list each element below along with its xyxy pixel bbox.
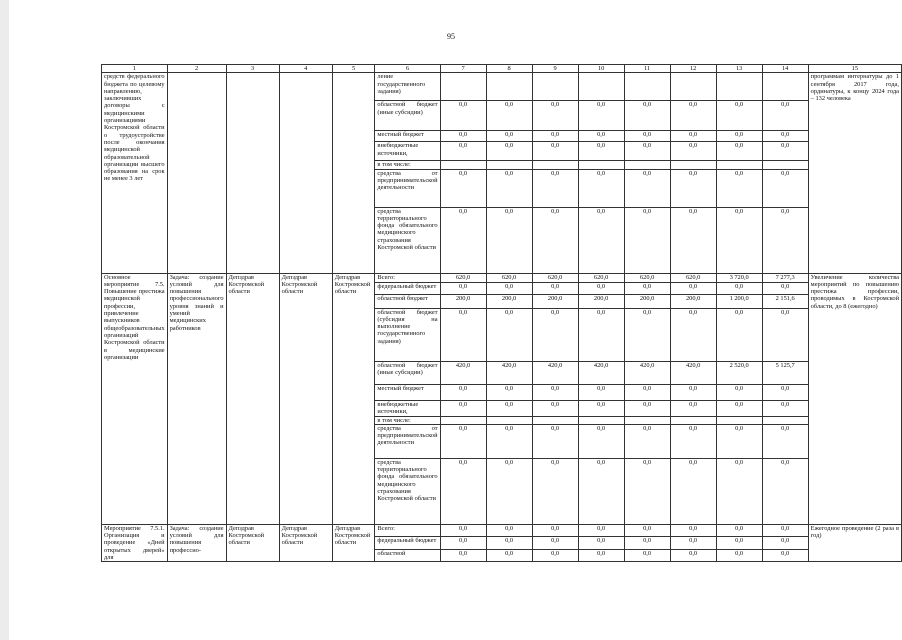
amount-cell: 620,0 xyxy=(624,273,670,282)
amount-cell xyxy=(578,73,624,101)
amount-cell: 0,0 xyxy=(440,169,486,207)
amount-cell: 0,0 xyxy=(670,131,716,142)
amount-cell: 0,0 xyxy=(762,101,808,131)
amount-cell xyxy=(716,73,762,101)
amount-cell: 0,0 xyxy=(670,400,716,416)
funding-source-label: внебюджетные источники, xyxy=(375,400,440,416)
amount-cell: 0,0 xyxy=(670,536,716,549)
amount-cell xyxy=(578,416,624,424)
amount-cell: 7 277,3 xyxy=(762,273,808,282)
amount-cell: 0,0 xyxy=(716,384,762,400)
amount-cell: 0,0 xyxy=(762,400,808,416)
amount-cell: 0,0 xyxy=(670,549,716,562)
amount-cell: 0,0 xyxy=(762,536,808,549)
amount-cell xyxy=(670,161,716,169)
amount-cell: 0,0 xyxy=(670,458,716,524)
column-number-12: 12 xyxy=(670,65,716,73)
amount-cell xyxy=(624,73,670,101)
amount-cell: 0,0 xyxy=(624,131,670,142)
amount-cell: 0,0 xyxy=(532,142,578,161)
funding-source-label: Всего: xyxy=(375,273,440,282)
amount-cell xyxy=(716,161,762,169)
amount-cell: 0,0 xyxy=(578,536,624,549)
amount-cell: 0,0 xyxy=(486,131,532,142)
amount-cell: 0,0 xyxy=(762,458,808,524)
amount-cell: 0,0 xyxy=(532,282,578,294)
funding-source-label: областной бюджет (иные субсидии) xyxy=(375,101,440,131)
amount-cell xyxy=(532,416,578,424)
amount-cell: 0,0 xyxy=(532,524,578,536)
amount-cell: 0,0 xyxy=(486,536,532,549)
amount-cell: 0,0 xyxy=(762,207,808,273)
amount-cell: 0,0 xyxy=(716,549,762,562)
amount-cell: 0,0 xyxy=(532,207,578,273)
amount-cell xyxy=(716,416,762,424)
funding-source-label: в том числе: xyxy=(375,416,440,424)
amount-cell: 200,0 xyxy=(532,294,578,308)
amount-cell: 0,0 xyxy=(578,207,624,273)
amount-cell: 0,0 xyxy=(440,101,486,131)
amount-cell: 0,0 xyxy=(486,424,532,458)
column-number-14: 14 xyxy=(762,65,808,73)
amount-cell: 0,0 xyxy=(532,308,578,361)
amount-cell: 0,0 xyxy=(486,400,532,416)
amount-cell: 0,0 xyxy=(578,131,624,142)
funding-source-label: средства от предпринимательской деятельности xyxy=(375,169,440,207)
amount-cell: 0,0 xyxy=(440,308,486,361)
amount-cell xyxy=(624,161,670,169)
table-row xyxy=(102,524,902,536)
column-number-6: 6 xyxy=(375,65,440,73)
funding-source-label: местный бюджет xyxy=(375,384,440,400)
amount-cell: 0,0 xyxy=(578,384,624,400)
amount-cell: 0,0 xyxy=(486,101,532,131)
amount-cell: 0,0 xyxy=(486,549,532,562)
amount-cell: 0,0 xyxy=(486,308,532,361)
amount-cell: 0,0 xyxy=(440,142,486,161)
amount-cell: 620,0 xyxy=(440,273,486,282)
block-3-col4: Депздрав Костромской области xyxy=(279,524,332,561)
block-3-col2: Задача: создание условий для повышения профессио- xyxy=(167,524,226,561)
amount-cell: 0,0 xyxy=(440,536,486,549)
amount-cell: 0,0 xyxy=(624,400,670,416)
amount-cell: 620,0 xyxy=(578,273,624,282)
block-3-col15: Ежегодное проведение (2 раза в год) xyxy=(808,524,901,561)
block-1-col1: средств федерального бюджета по целевому направлению, заключивших договоры с медицинскими организациями Костромской области о трудоустройстве после окончания медицинской образовательной организации высшего образования на срок не менее 3 лет xyxy=(102,73,168,273)
amount-cell: 0,0 xyxy=(670,308,716,361)
amount-cell: 0,0 xyxy=(762,142,808,161)
amount-cell: 0,0 xyxy=(670,169,716,207)
funding-source-label: местный бюджет xyxy=(375,131,440,142)
amount-cell xyxy=(578,161,624,169)
amount-cell: 2 151,6 xyxy=(762,294,808,308)
amount-cell: 0,0 xyxy=(578,101,624,131)
amount-cell: 0,0 xyxy=(716,524,762,536)
column-number-11: 11 xyxy=(624,65,670,73)
amount-cell xyxy=(440,73,486,101)
amount-cell: 0,0 xyxy=(762,524,808,536)
funding-source-label: средства территориального фонда обязательного медицинского страхования Костромской области xyxy=(375,458,440,524)
amount-cell: 0,0 xyxy=(762,308,808,361)
amount-cell xyxy=(440,161,486,169)
block-2-col2: Задача: создание условий для повышения профессионального уровня знаний и умений медицинских работников xyxy=(167,273,226,524)
amount-cell: 0,0 xyxy=(670,384,716,400)
amount-cell: 0,0 xyxy=(532,458,578,524)
block-2-col4: Депздрав Костромской области xyxy=(279,273,332,524)
amount-cell: 0,0 xyxy=(716,101,762,131)
column-number-13: 13 xyxy=(716,65,762,73)
amount-cell: 0,0 xyxy=(486,207,532,273)
amount-cell: 0,0 xyxy=(624,549,670,562)
block-2-col3: Депздрав Костромской области xyxy=(226,273,279,524)
funding-source-label: областной бюджет (субсидия на выполнение государственного задания) xyxy=(375,308,440,361)
amount-cell: 0,0 xyxy=(762,549,808,562)
amount-cell: 0,0 xyxy=(670,424,716,458)
amount-cell xyxy=(532,73,578,101)
amount-cell: 0,0 xyxy=(440,400,486,416)
block-1-col5 xyxy=(332,73,375,273)
amount-cell xyxy=(762,73,808,101)
amount-cell: 0,0 xyxy=(486,282,532,294)
amount-cell: 0,0 xyxy=(532,101,578,131)
amount-cell: 0,0 xyxy=(486,169,532,207)
column-number-3: 3 xyxy=(226,65,279,73)
amount-cell xyxy=(532,161,578,169)
amount-cell: 0,0 xyxy=(440,384,486,400)
amount-cell: 0,0 xyxy=(440,458,486,524)
amount-cell: 0,0 xyxy=(578,308,624,361)
column-number-9: 9 xyxy=(532,65,578,73)
amount-cell: 0,0 xyxy=(716,400,762,416)
amount-cell: 0,0 xyxy=(716,169,762,207)
funding-source-label: федеральный бюджет xyxy=(375,282,440,294)
amount-cell: 0,0 xyxy=(578,524,624,536)
scan-left-edge xyxy=(0,0,9,640)
block-2-col5: Депздрав Костромской области xyxy=(332,273,375,524)
amount-cell: 0,0 xyxy=(762,169,808,207)
amount-cell: 200,0 xyxy=(486,294,532,308)
column-number-1: 1 xyxy=(102,65,168,73)
amount-cell: 420,0 xyxy=(578,361,624,384)
amount-cell: 0,0 xyxy=(624,207,670,273)
amount-cell: 200,0 xyxy=(578,294,624,308)
amount-cell: 0,0 xyxy=(716,207,762,273)
page-number: 95 xyxy=(447,32,455,41)
amount-cell: 0,0 xyxy=(670,524,716,536)
column-number-8: 8 xyxy=(486,65,532,73)
amount-cell: 200,0 xyxy=(440,294,486,308)
table-row xyxy=(102,273,902,282)
amount-cell: 0,0 xyxy=(578,282,624,294)
amount-cell: 620,0 xyxy=(486,273,532,282)
amount-cell xyxy=(762,161,808,169)
amount-cell: 0,0 xyxy=(532,536,578,549)
amount-cell: 0,0 xyxy=(578,400,624,416)
amount-cell: 0,0 xyxy=(486,458,532,524)
amount-cell: 0,0 xyxy=(670,282,716,294)
amount-cell: 0,0 xyxy=(532,169,578,207)
amount-cell: 0,0 xyxy=(716,142,762,161)
amount-cell: 0,0 xyxy=(670,142,716,161)
table-row xyxy=(102,73,902,101)
amount-cell: 0,0 xyxy=(486,384,532,400)
amount-cell: 0,0 xyxy=(578,458,624,524)
funding-source-label: Всего: xyxy=(375,524,440,536)
funding-source-label: средства территориального фонда обязательного медицинского страхования Костромской области xyxy=(375,207,440,273)
amount-cell: 5 125,7 xyxy=(762,361,808,384)
funding-source-label: областной бюджет xyxy=(375,294,440,308)
block-2-col15: Увеличение количества мероприятий по повышению престижа профессии, проводимых в Костромской области, до 8 (ежегодно) xyxy=(808,273,901,524)
amount-cell: 0,0 xyxy=(624,424,670,458)
amount-cell: 0,0 xyxy=(624,282,670,294)
amount-cell: 0,0 xyxy=(440,131,486,142)
block-1-col4 xyxy=(279,73,332,273)
amount-cell: 0,0 xyxy=(716,424,762,458)
amount-cell: 0,0 xyxy=(762,384,808,400)
amount-cell xyxy=(670,73,716,101)
amount-cell: 0,0 xyxy=(578,424,624,458)
amount-cell: 0,0 xyxy=(440,282,486,294)
amount-cell: 3 720,0 xyxy=(716,273,762,282)
amount-cell xyxy=(670,416,716,424)
amount-cell xyxy=(762,416,808,424)
amount-cell: 200,0 xyxy=(624,294,670,308)
amount-cell: 420,0 xyxy=(486,361,532,384)
amount-cell xyxy=(486,73,532,101)
amount-cell: 0,0 xyxy=(532,424,578,458)
amount-cell xyxy=(624,416,670,424)
amount-cell: 0,0 xyxy=(716,282,762,294)
column-number-7: 7 xyxy=(440,65,486,73)
funding-source-label: областной xyxy=(375,549,440,562)
amount-cell: 0,0 xyxy=(716,308,762,361)
amount-cell: 200,0 xyxy=(670,294,716,308)
amount-cell: 0,0 xyxy=(762,282,808,294)
funding-source-label: средства от предпринимательской деятельности xyxy=(375,424,440,458)
amount-cell: 0,0 xyxy=(532,131,578,142)
block-1-col15: программам интернатуры до 1 сентября 2017 года, ординатуры, к концу 2024 года – 132 человека xyxy=(808,73,901,273)
amount-cell xyxy=(486,416,532,424)
funding-source-label: областной бюджет (иные субсидии) xyxy=(375,361,440,384)
block-1-col3 xyxy=(226,73,279,273)
amount-cell: 420,0 xyxy=(440,361,486,384)
amount-cell: 0,0 xyxy=(624,536,670,549)
amount-cell: 0,0 xyxy=(532,400,578,416)
amount-cell: 0,0 xyxy=(532,384,578,400)
amount-cell: 420,0 xyxy=(532,361,578,384)
amount-cell: 0,0 xyxy=(578,142,624,161)
block-2-col1: Основное мероприятие 7.5. Повышение престижа медицинской профессии, привлечение выпускников общеобразовательных организаций Костромской области в медицинские организации xyxy=(102,273,168,524)
amount-cell: 0,0 xyxy=(716,536,762,549)
amount-cell: 0,0 xyxy=(624,101,670,131)
amount-cell: 620,0 xyxy=(532,273,578,282)
column-number-4: 4 xyxy=(279,65,332,73)
amount-cell: 0,0 xyxy=(624,384,670,400)
header-row xyxy=(102,65,902,73)
block-1-col2 xyxy=(167,73,226,273)
amount-cell: 0,0 xyxy=(624,308,670,361)
amount-cell: 0,0 xyxy=(486,142,532,161)
column-number-15: 15 xyxy=(808,65,901,73)
amount-cell: 0,0 xyxy=(578,169,624,207)
funding-source-label: в том числе: xyxy=(375,161,440,169)
amount-cell: 620,0 xyxy=(670,273,716,282)
amount-cell: 0,0 xyxy=(624,169,670,207)
amount-cell: 0,0 xyxy=(486,524,532,536)
amount-cell xyxy=(440,416,486,424)
amount-cell: 420,0 xyxy=(670,361,716,384)
amount-cell: 0,0 xyxy=(578,549,624,562)
amount-cell: 0,0 xyxy=(670,101,716,131)
block-3-col1: Мероприятие 7.5.1. Организация и проведение «Дней открытых дверей» для xyxy=(102,524,168,561)
funding-source-label: внебюджетные источники, xyxy=(375,142,440,161)
amount-cell: 0,0 xyxy=(440,549,486,562)
amount-cell: 0,0 xyxy=(624,458,670,524)
column-number-10: 10 xyxy=(578,65,624,73)
amount-cell: 0,0 xyxy=(716,458,762,524)
block-3-col3: Депздрав Костромской области xyxy=(226,524,279,561)
amount-cell: 0,0 xyxy=(532,549,578,562)
budget-table xyxy=(101,64,902,562)
amount-cell: 0,0 xyxy=(440,424,486,458)
amount-cell: 0,0 xyxy=(624,524,670,536)
column-number-2: 2 xyxy=(167,65,226,73)
funding-source-label: федеральный бюджет xyxy=(375,536,440,549)
amount-cell: 0,0 xyxy=(716,131,762,142)
amount-cell: 0,0 xyxy=(440,524,486,536)
amount-cell: 0,0 xyxy=(670,207,716,273)
column-number-5: 5 xyxy=(332,65,375,73)
funding-source-label: ление государственного задания) xyxy=(375,73,440,101)
amount-cell: 0,0 xyxy=(624,142,670,161)
amount-cell: 2 520,0 xyxy=(716,361,762,384)
amount-cell: 0,0 xyxy=(762,424,808,458)
amount-cell: 0,0 xyxy=(440,207,486,273)
amount-cell: 0,0 xyxy=(762,131,808,142)
amount-cell: 420,0 xyxy=(624,361,670,384)
amount-cell: 1 200,0 xyxy=(716,294,762,308)
amount-cell xyxy=(486,161,532,169)
block-3-col5: Депздрав Костромской области xyxy=(332,524,375,561)
